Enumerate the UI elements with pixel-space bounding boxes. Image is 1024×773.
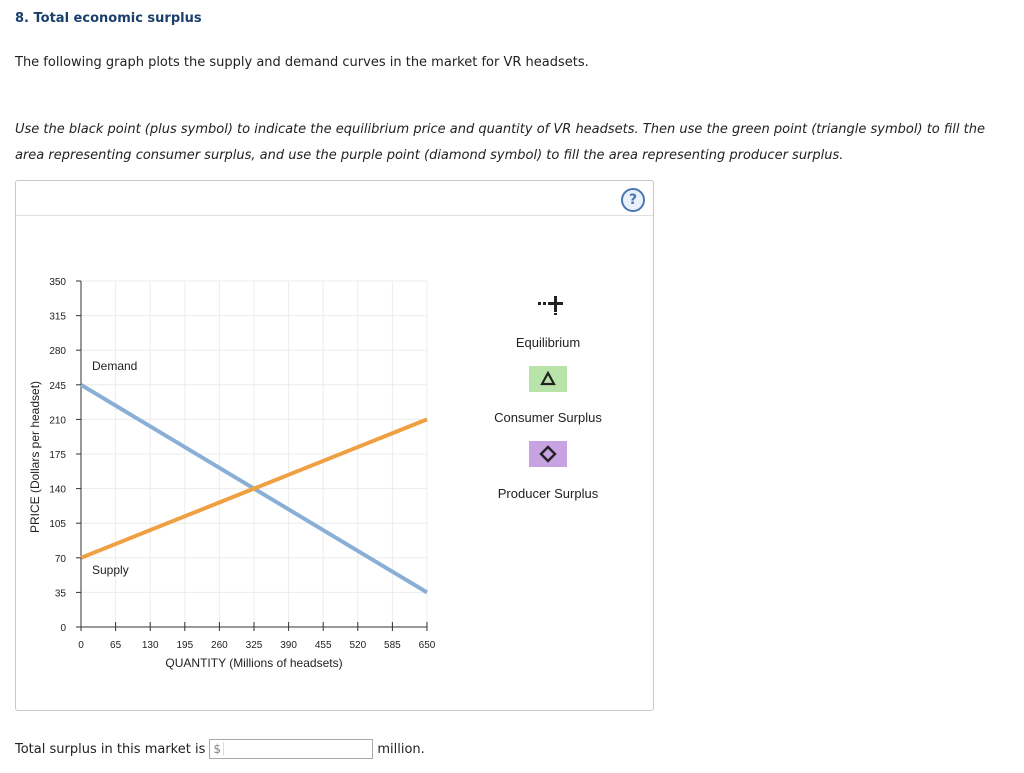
plus-icon [529, 291, 567, 317]
y-tick-label: 140 [49, 484, 66, 496]
currency-symbol: $ [210, 742, 224, 756]
diamond-icon [529, 441, 567, 467]
answer-row [15, 739, 425, 759]
triangle-icon [529, 366, 567, 392]
producer-surplus-tool[interactable] [529, 441, 567, 467]
chart-grid [81, 281, 427, 627]
x-tick-label: 520 [349, 640, 367, 651]
total-surplus-input[interactable] [224, 740, 368, 758]
y-axis-ticks [49, 277, 81, 634]
x-tick-label: 325 [245, 640, 263, 651]
y-tick-label: 280 [49, 346, 66, 358]
x-tick-label: 585 [384, 640, 401, 651]
y-tick-label: 35 [54, 588, 66, 600]
x-tick-label: 195 [176, 640, 194, 651]
x-axis-label: QUANTITY (Millions of headsets) [165, 656, 343, 670]
y-tick-label: 315 [49, 311, 66, 323]
y-tick-label: 70 [54, 553, 66, 565]
x-tick-label: 455 [314, 640, 332, 651]
x-tick-label: 0 [78, 640, 84, 651]
answer-prefix: Total surplus in this market is [15, 741, 206, 757]
consumer-surplus-label: Consumer Surplus [494, 410, 602, 425]
y-axis-label: PRICE (Dollars per headset) [28, 380, 42, 534]
x-axis-ticks [78, 622, 436, 651]
y-tick-label: 0 [60, 623, 66, 634]
x-tick-label: 130 [141, 640, 159, 651]
equilibrium-label: Equilibrium [515, 335, 581, 350]
x-tick-label: 390 [280, 640, 297, 651]
consumer-surplus-tool[interactable] [529, 366, 567, 392]
question-intro: The following graph plots the supply and demand curves in the market for VR headsets. [15, 55, 589, 70]
x-tick-label: 65 [110, 640, 122, 651]
y-tick-label: 350 [49, 277, 66, 288]
help-icon[interactable]: ? [621, 188, 645, 212]
x-tick-label: 260 [211, 640, 228, 651]
y-tick-label: 175 [49, 450, 66, 461]
x-tick-label: 650 [418, 640, 436, 651]
answer-suffix: million. [377, 741, 425, 757]
supply-label: Supply [92, 562, 129, 577]
answer-field [209, 739, 373, 759]
producer-surplus-label: Producer Surplus [497, 486, 599, 501]
y-tick-label: 245 [49, 380, 66, 392]
graph-panel [15, 180, 654, 711]
demand-label: Demand [92, 358, 138, 373]
equilibrium-tool[interactable] [529, 291, 567, 317]
y-tick-label: 210 [49, 415, 66, 427]
question-instructions: Use the black point (plus symbol) to indicate the equilibrium price and quantity of VR headsets. Then use the green point (triangle symbol) to fill the area representing consumer surplus, and use the purple point (diamond symbol) to fill the area representing producer surplus. [15, 122, 985, 163]
y-tick-label: 105 [49, 519, 66, 531]
question-title: 8. Total economic surplus [15, 11, 202, 26]
